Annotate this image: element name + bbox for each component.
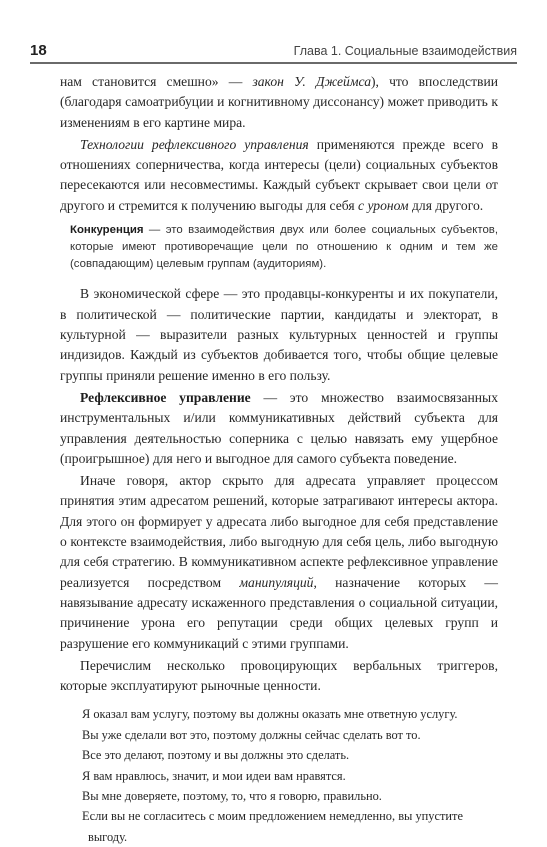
italic-term: Технологии рефлексивного управления: [80, 136, 309, 152]
trigger-item: Я вам нравлюсь, значит, и мои идеи вам нравятся.: [82, 768, 346, 783]
italic-law-name: закон У. Джеймса: [252, 74, 372, 89]
trigger-list: [60, 704, 498, 847]
paragraph-in-other-words: [60, 471, 498, 654]
page-body: [60, 72, 498, 847]
trigger-item: Вы уже сделали вот это, поэтому должны сейчас сделать вот то.: [82, 727, 421, 742]
paragraph-spheres: В экономической сфере — это продавцы-конкуренты и их покупатели, в политической — политические партии, кандидаты и электорат, в культурной — выразители разных культурных ценностей и группы индизидов. Каждый из субъектов добивается того, чтобы общие целевые группы приняли решение именно в его пользу.: [60, 286, 498, 383]
trigger-item: Если вы не согласитесь с моим предложением немедленно, вы упустите выгоду.: [82, 809, 463, 844]
bold-term: Рефлексивное управление: [80, 389, 251, 405]
definition-box: [70, 222, 498, 272]
paragraph-reflexive-control: [60, 388, 498, 469]
text-run: применяются прежде всего в отношениях соперничества, когда интересы (цели) социальных субъектов пересекаются или несовместимы. Каждый субъект скрывает свои цели от другого и стремится к получению выгоды для себя: [60, 136, 498, 213]
page-number: 18: [30, 42, 47, 59]
italic-term: манипуляций: [239, 574, 314, 590]
text-run: нам становится смешно» —: [60, 74, 253, 89]
definition-term: Конкуренция: [70, 224, 144, 237]
text-run: для другого.: [408, 197, 484, 213]
trigger-item: Все это делают, поэтому и вы должны это сделать.: [82, 748, 350, 763]
page-header: [30, 40, 517, 64]
chapter-title: Глава 1. Социальные взаимодействия: [293, 44, 517, 58]
text-run: ), что впоследствии (благодаря самоатрибуции и когнитивному диссонансу) может приводить к изменениям в его картине мира.: [60, 74, 498, 130]
trigger-item: Вы мне доверяете, поэтому, то, что я говорю, правильно.: [82, 789, 382, 804]
paragraph-continuation: [60, 72, 498, 133]
trigger-item: Я оказал вам услугу, поэтому вы должны оказать мне ответную услугу.: [82, 707, 458, 722]
text-run: Иначе говоря, актор скрыто для адресата управляет процессом принятия этим адресатом решений, которые затрагивают интересы актора. Для этого он формирует у адресата либо выгодное для себя представление о контексте взаимодействия, либо выгодную для себя цель, либо выгодную для себя стратегию. В коммуникативном аспекте рефлексивное управление реализуется посредством: [60, 473, 498, 590]
definition-text: — это взаимодействия двух или более социальных субъектов, которые имеют противоречащие цели по отношению к одним и тем же (совпадающим) целевым группам (аудиториям).: [70, 224, 498, 270]
text-run: , назначение которых — навязывание адресату искаженного представления о социальной ситуации, причинение урона его репутации среди общих целевых групп и разрушение его коммуникаций с этими группами.: [60, 574, 498, 651]
paragraph-reflexive-tech: [60, 135, 498, 216]
text-run: — это множество взаимосвязанных инструментальных и/или коммуникативных действий субъекта для управления деятельностью соперника с целью навязать ему ущербное (проигрышное) для него и выгодное для самого субъекта поведение.: [60, 389, 498, 466]
italic-phrase: с уроном: [358, 197, 409, 213]
paragraph-triggers-intro: Перечислим несколько провоцирующих вербальных триггеров, которые эксплуатируют рыночные ценности.: [60, 657, 498, 694]
